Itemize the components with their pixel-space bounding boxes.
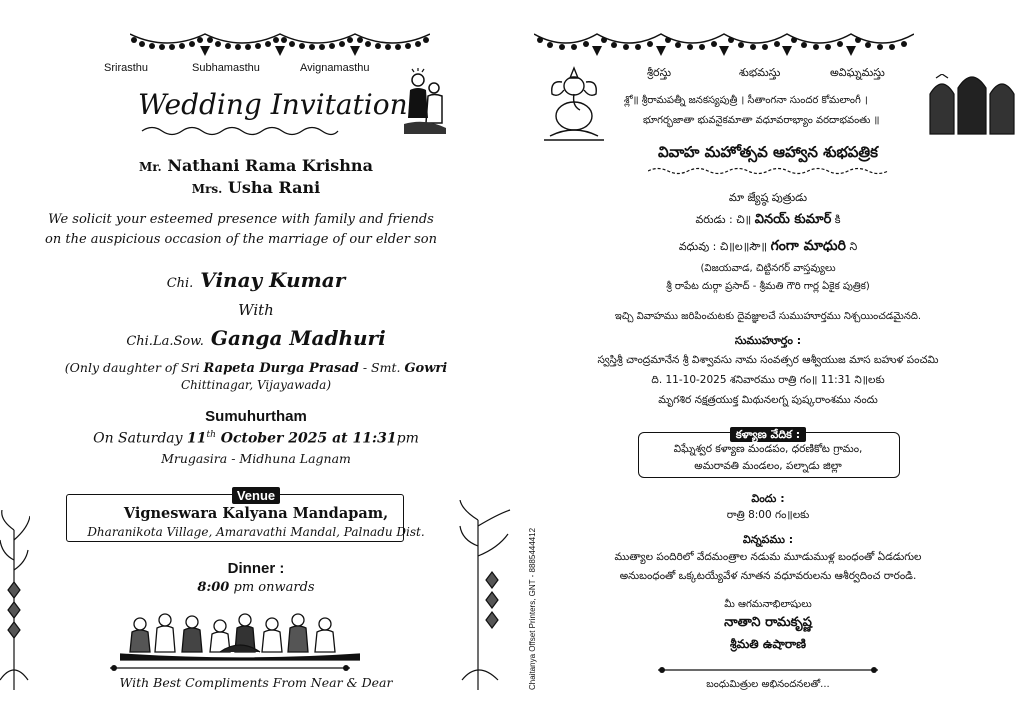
telugu-bride-place: (విజయవాడ, చిట్టినగర్ వాస్తవ్యులు xyxy=(700,263,836,274)
printer-credit: Chaitanya Offset Printers, GNT - 8885444412 xyxy=(528,527,537,690)
banana-plant-right-icon xyxy=(458,500,512,690)
muhurtham-heading: Sumuhurtham xyxy=(205,408,307,425)
venue-address: Dharanikota Village, Amaravathi Mandal, Palnadu Dist. xyxy=(87,525,425,539)
eldest-son-text: మా జ్యేష్ఠ పుత్రుడు xyxy=(728,191,808,204)
groom-name: Vinay Kumar xyxy=(200,268,346,292)
telugu-venue-line-2: అమరావతి మండలం, పల్నాడు జిల్లా xyxy=(694,460,842,472)
venue-name: Vigneswara Kalyana Mandapam, xyxy=(123,505,389,522)
telugu-bride-line: వధువు : చి॥ల॥సౌ॥ గంగా మాధురి ని xyxy=(678,238,858,254)
sloka-line-2: భూగర్భజాతా భువనైకమాతా వధూవరాభ్యాం వరదాభవంతు ॥ xyxy=(643,115,880,126)
bride-name: Ganga Madhuri xyxy=(210,326,386,350)
bride-address: Chittinagar, Vijayawada) xyxy=(180,378,332,392)
blessing-subhamasthu: Subhamasthu xyxy=(192,62,260,74)
telugu-blessing-srirasthu: శ్రీరస్తు xyxy=(647,66,672,79)
telugu-bride-name: గంగా మాధురి xyxy=(770,238,846,254)
shiva-parvati-icon xyxy=(400,68,450,138)
wedding-ceremony-illustration xyxy=(120,608,360,668)
telugu-dinner-heading: విందు : xyxy=(751,492,785,505)
telugu-muhurtham-line-3: మృగశిర నక్షత్రయుక్త మిథునలగ్న పుష్కరాంశము నందు xyxy=(658,394,878,406)
telugu-decided-text: ఇచ్చి వివాహము జరిపించుటకు దైవజ్ఞులచే సుముహూర్తము నిశ్చయించడమైనది. xyxy=(614,311,922,322)
blessing-srirasthu: Srirasthu xyxy=(104,62,149,74)
groom-line: Chi. Vinay Kumar xyxy=(166,268,346,292)
flower-garland-decoration xyxy=(130,30,430,58)
telugu-muhurtham-line-2: ది. 11-10-2025 శనివారము రాత్రి గం॥ 11:31 ని॥లకు xyxy=(651,374,885,386)
bride-parents-line: (Only daughter of Sri Rapeta Durga Prasad - Smt. Gowri xyxy=(64,360,448,376)
ganesha-icon xyxy=(540,66,608,142)
telugu-invitation-page xyxy=(512,0,1024,717)
venue-tag: Venue xyxy=(0,485,512,504)
telugu-title: వివాహ మహోత్సవ ఆహ్వాన శుభపత్రిక xyxy=(657,143,878,161)
bride-line: Chi.La.Sow. Ganga Madhuri xyxy=(126,326,386,350)
muhurtham-lagnam: Mrugasira - Midhuna Lagnam xyxy=(161,451,351,466)
flower-garland-decoration-telugu xyxy=(534,30,914,58)
telugu-greetings-footer: బంధుమిత్రుల అభినందనలతో... xyxy=(706,679,830,690)
title-swirl-ornament xyxy=(140,124,340,138)
telugu-request-line-1: ముత్యాల పందిరిలో వేదమంత్రాల నడుమ మూడుముళ్ల బంధంతో ఏడడుగుల xyxy=(614,551,922,563)
telugu-bottom-divider xyxy=(658,666,878,674)
bottom-divider xyxy=(110,664,350,672)
telugu-blessing-avignamasthu: అవిఘ్నమస్తు xyxy=(830,66,885,79)
telugu-muhurtham-line-1: స్వస్తిశ్రీ చాంద్రమానేన శ్రీ విశ్వావసు నామ సంవత్సర ఆశ్వీయుజ మాస బహుళ పంచమి xyxy=(597,354,939,366)
muhurtham-date: On Saturday 11th October 2025 at 11:31pm xyxy=(93,430,419,447)
telugu-request-heading: విన్నపము : xyxy=(742,533,794,546)
father-name: Nathani Rama Krishna xyxy=(167,156,373,175)
wedding-invitation-title: Wedding Invitation xyxy=(138,88,408,121)
parent-father-line: Mr. Nathani Rama Krishna xyxy=(139,156,373,175)
telugu-invitees-label: మీ ఆగమనాభిలాషులు xyxy=(724,599,812,610)
telugu-request-line-2: అనుబంధంతో ఒక్కటయ్యేవేళ నూతన వధూవరులను ఆశీర్వదించ రారండి. xyxy=(619,570,917,582)
telugu-inviter-2: శ్రీమతి ఉషారాణి xyxy=(730,637,806,651)
dinner-heading: Dinner : xyxy=(227,560,285,577)
telugu-dinner-time: రాత్రి 8:00 గం॥లకు xyxy=(726,509,810,521)
sloka-line-1: శ్లో॥ శ్రీరామపత్నీ జనకస్యపుత్రీ । సీతాంగనా సుందర కోమలాంగీ । xyxy=(624,95,868,106)
telugu-blessing-subhamasthu: శుభమస్తు xyxy=(739,66,781,79)
telugu-groom-name: వినయ్ కుమార్ xyxy=(754,212,832,227)
with-text: With xyxy=(238,301,274,319)
balaji-deity-icon xyxy=(922,74,1022,136)
telugu-bride-parents: శ్రీ రాపేట దుర్గా ప్రసాద్ - శ్రీమతి గౌరి గార్ల ఏకైక పుత్రిక) xyxy=(666,281,870,292)
dinner-time: 8:00 pm onwards xyxy=(197,580,315,595)
parent-mother-line: Mrs. Usha Rani xyxy=(191,178,321,197)
telugu-venue-line-1: విఘ్నేశ్వర కళ్యాణ మండపం, ధరణికోట గ్రామం, xyxy=(673,443,863,455)
mother-name: Usha Rani xyxy=(227,178,321,197)
telugu-venue-tag: కళ్యాణ వేదిక : xyxy=(512,423,1024,444)
title-dotted-divider xyxy=(648,166,888,176)
invitation-intro-text: We solicit your esteemed presence with family and friends on the auspicious occasion of the marriage of our elder son xyxy=(45,212,437,247)
telugu-muhurtham-heading: సుముహూర్తం : xyxy=(734,334,802,347)
banana-plant-left-icon xyxy=(0,510,30,690)
blessing-avignamasthu: Avignamasthu xyxy=(300,62,370,74)
telugu-groom-line: వరుడు : చి॥ వినయ్ కుమార్ కి xyxy=(695,212,841,227)
compliments-footer: With Best Compliments From Near & Dear xyxy=(119,675,393,690)
telugu-inviter-1: నాతాని రామకృష్ణ xyxy=(724,615,812,630)
